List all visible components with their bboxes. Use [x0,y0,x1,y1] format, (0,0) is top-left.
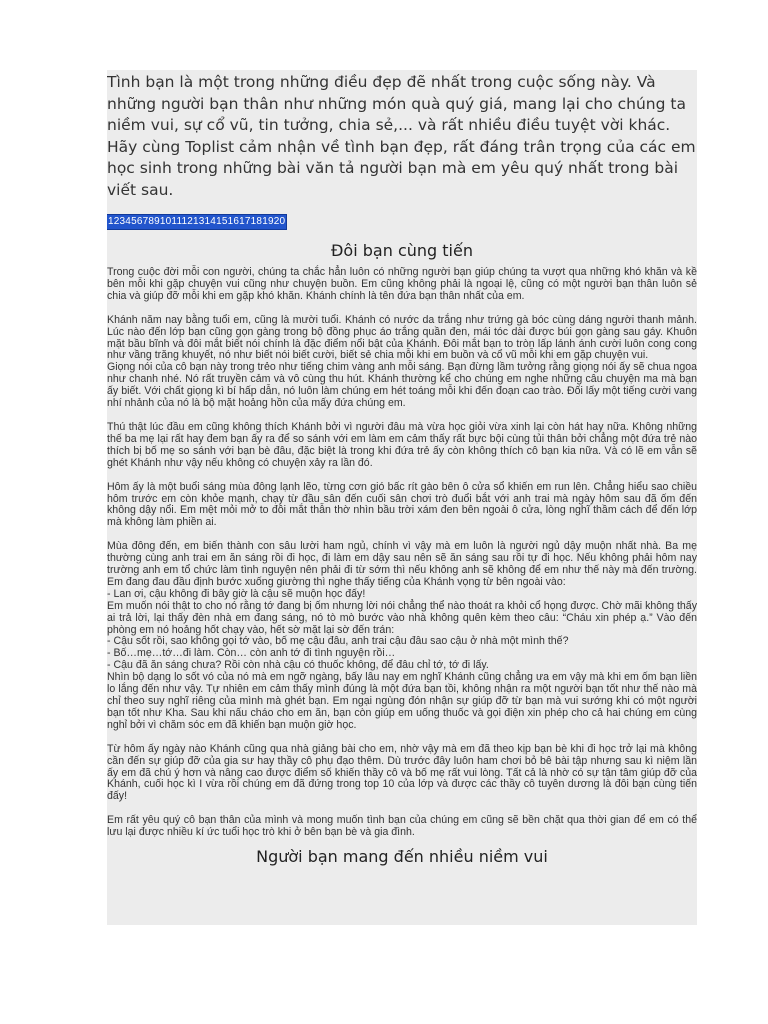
page-link-6[interactable]: 6 [136,216,143,227]
page-link-10[interactable]: 10 [159,216,172,227]
page-link-15[interactable]: 15 [216,216,228,227]
page-link-2[interactable]: 2 [113,216,120,227]
page-link-11[interactable]: 11 [171,216,182,227]
paragraph: Từ hôm ấy ngày nào Khánh cũng qua nhà giảng bài cho em, nhờ vậy mà em đã theo kịp bạn bè khi đi học trở lại mà không cần đến sự giúp đỡ của gia sư hay thầy cô phụ đạo thêm. Dù trước đây luôn ham chơi bỏ bê bài tập nhưng sau kì niệm lần ấy em đã chú ý hơn và nâng cao được điểm số khiến thầy cô và bố mẹ rất vui lòng. Tất cả là nhờ có sự tận tâm giúp đỡ của Khánh, cuối học kì I vừa rồi chúng em đã đứng trong top 10 của lớp và được các thầy cô tuyên dương là đôi bạn cùng tiến đấy! [107,742,697,803]
paragraph: Thú thật lúc đầu em cũng không thích Khánh bởi vì người đâu mà vừa học giỏi vừa xinh lại còn hát hay nữa. Không những thế ba mẹ lại rất hay đem bạn ấy ra để so sánh với em làm em cảm thấy rất bực bội cùng tủi thân bởi chẳng một đứa trẻ nào thích bị bố mẹ so sánh với bạn bè đâu, đặc biệt là trong khi đứa trẻ ấy còn không thích cô bạn kia nữa. Và có lẽ em vẫn sẽ ghét Khánh như vậy nếu không có chuyện xảy ra lần đó. [107,420,697,469]
section-title-2: Người bạn mang đến nhiều niềm vui [256,847,548,867]
page-link-4[interactable]: 4 [125,216,132,227]
paragraph: Nhìn bộ dạng lo sốt vó của nó mà em ngỡ ngàng, bấy lâu nay em nghĩ Khánh cũng chẳng ưa em vậy mà khi em ốm bạn liền lo lắng đến như vậy. Tự nhiên em cảm thấy mình đúng là một đứa bạn tồi, không nhận ra một người bạn tốt như thế nào mà chỉ theo suy nghĩ riêng của mình mà ghét bạn. Em ngại ngùng đón nhận sự giúp đỡ từ bạn mà vui sướng khi có một người bạn tốt như Kha. Sau khi nấu cháo cho em ăn, bạn còn giúp em uống thuốc và gọi điện xin phép cho cả hai chúng em cùng nghỉ bởi vì chăm sóc em đã khiến bạn muộn giờ học. [107,671,697,731]
page-link-16[interactable]: 16 [227,216,240,227]
dialogue-line: - Cậu sốt rồi, sao không gọi tớ vào, bố mẹ cậu đâu, anh trai cậu đâu sao cậu ở nhà một mình thế? [107,635,569,648]
page-link-7[interactable]: 7 [142,216,149,227]
dialogue-line: - Cậu đã ăn sáng chưa? Rồi còn nhà cậu có thuốc không, để đâu chỉ tớ, tớ đi lấy. [107,659,489,672]
paragraph: Khánh năm nay bằng tuổi em, cũng là mười tuổi. Khánh có nước da trắng như trứng gà bóc cùng dáng người thanh mảnh. Lúc nào đến lớp bạn cũng gọn gàng trong bộ đồng phục áo trắng quần đen, mái tóc dài được búi gọn gàng sau gáy. Khuôn mặt bầu bĩnh và đôi mắt biết nói chính là đặc điểm nổi bật của Khánh. Đôi mắt bạn to tròn lấp lánh ánh cười luôn cong cong như vầng trăng khuyết, nó như biết nói biết cười, biết sẻ chia mỗi khi em buồn và cổ vũ mỗi khi em gặp chuyện vui. [107,313,697,362]
paragraph: Hôm ấy là một buổi sáng mùa đông lạnh lẽo, từng cơn gió bấc rít gào bên ô cửa sổ khiến em run lên. Chẳng hiểu sao chiều hôm trước em còn khỏe mạnh, chạy từ đầu sân đến cuối sân chơi trò đuổi bắt với anh trai mà ngày hôm sau đã ốm đến không dậy nổi. Em mệt mỏi mở to đôi mắt thẫn thờ nhìn bầu trời xám đen bên ngoài ô cửa, lòng nghĩ thầm cách để đến lớp mà không làm phiền ai. [107,480,697,529]
pagination-bar [107,215,286,229]
page-link-19[interactable]: 19 [262,216,274,227]
page-link-5[interactable]: 5 [131,216,137,227]
page-link-3[interactable]: 3 [119,216,126,227]
page-link-12[interactable]: 12 [181,216,193,227]
page-link-14[interactable]: 14 [204,216,217,227]
paragraph: Trong cuộc đời mỗi con người, chúng ta chắc hẳn luôn có những người bạn giúp chúng ta vượt qua những khó khăn và kề bên mỗi khi gặp chuyện vui cũng như chuyện buồn. Em cũng không phải là ngoại lệ, cũng có một người bạn thân luôn sẻ chia và giúp đỡ mỗi khi em gặp khó khăn. Khánh chính là tên đứa bạn thân nhất của em. [107,266,697,302]
page-link-13[interactable]: 13 [193,216,205,227]
dialogue-line: - Lan ơi, cậu không đi bây giờ là cậu sẽ muộn học đấy! [107,587,366,600]
dialogue-line: - Bố…mẹ…tớ…đi làm. Còn… còn anh tớ đi tình nguyện rồi… [107,647,396,660]
section-title-1: Đôi bạn cùng tiến [331,241,473,260]
paragraph: Mùa đông đến, em biến thành con sâu lười ham ngủ, chính vì vậy mà em luôn là người ngủ dậy muộn nhất nhà. Ba mẹ thường cùng anh trai em ăn sáng rồi đi học, đi làm em dậy sau nên sẽ ăn sáng sau rồi tự đi học. Nếu không phải hôm nay trường anh em tổ chức làm tình nguyện nên phải đi từ sớm thì nếu không anh sẽ không để em như thế này mà đến trường. Em đang đau đầu định bước xuống giường thì nghe thấy tiếng của Khánh vọng từ bên ngoài vào: [107,540,697,588]
paragraph: Em muốn nói thật to cho nó rằng tớ đang bị ốm nhưng lời nói chẳng thể nào thoát ra khỏi cổ họng được. Chờ mãi không thấy ai trả lời, lại thấy đèn nhà em đang sáng, nó tò mò bước vào nhà không quên kèm theo câu: “Cháu xin phép ạ.” Vào đến phòng em nó hoảng hốt chạy vào, hết sờ mặt lại sờ đến trán: [107,599,697,636]
page-link-1[interactable]: 1 [108,216,114,227]
page-link-20[interactable]: 20 [273,216,286,227]
article-page [107,70,697,925]
paragraph: Em rất yêu quý cô bạn thân của mình và mong muốn tình bạn của chúng em cũng sẽ bền chặt qua thời gian để em có thể lưu lại được nhiều kí ức tuổi học trò khi ở bên bạn bè và gia đình. [107,814,697,839]
page-link-17[interactable]: 17 [239,216,251,227]
page-link-18[interactable]: 18 [250,216,263,227]
paragraph: Giọng nói của cô bạn này trong trẻo như tiếng chim vàng anh mỗi sáng. Bạn đừng lầm tưởng rằng giọng nói ấy sẽ chua ngoa như chanh nhé. Nó rất truyền cảm và vô cùng thu hút. Khánh thường kể cho chúng em nghe những câu chuyện ma mà bạn ấy biết. Với chất giọng kì bí hấp dẫn, nó luôn làm chúng em hét toáng mỗi khi đến đoạn cao trào. Đối lấy một tiếng cười vang nhí nhảnh của nó là bộ mặt hoảng hồn của mấy đứa chúng em. [107,361,697,410]
page-link-8[interactable]: 8 [148,216,155,227]
intro-paragraph: Tình bạn là một trong những điều đẹp đẽ nhất trong cuộc sống này. Và những người bạn thân như những món quà quý giá, mang lại cho chúng ta niềm vui, sự cổ vũ, tin tưởng, chia sẻ,... và rất nhiều điều tuyệt vời khác. Hãy cùng Toplist cảm nhận về tình bạn đẹp, rất đáng trân trọng của các em học sinh trong những bài văn tả người bạn mà em yêu quý nhất trong bài viết sau. [107,73,696,199]
page-link-9[interactable]: 9 [154,216,160,227]
